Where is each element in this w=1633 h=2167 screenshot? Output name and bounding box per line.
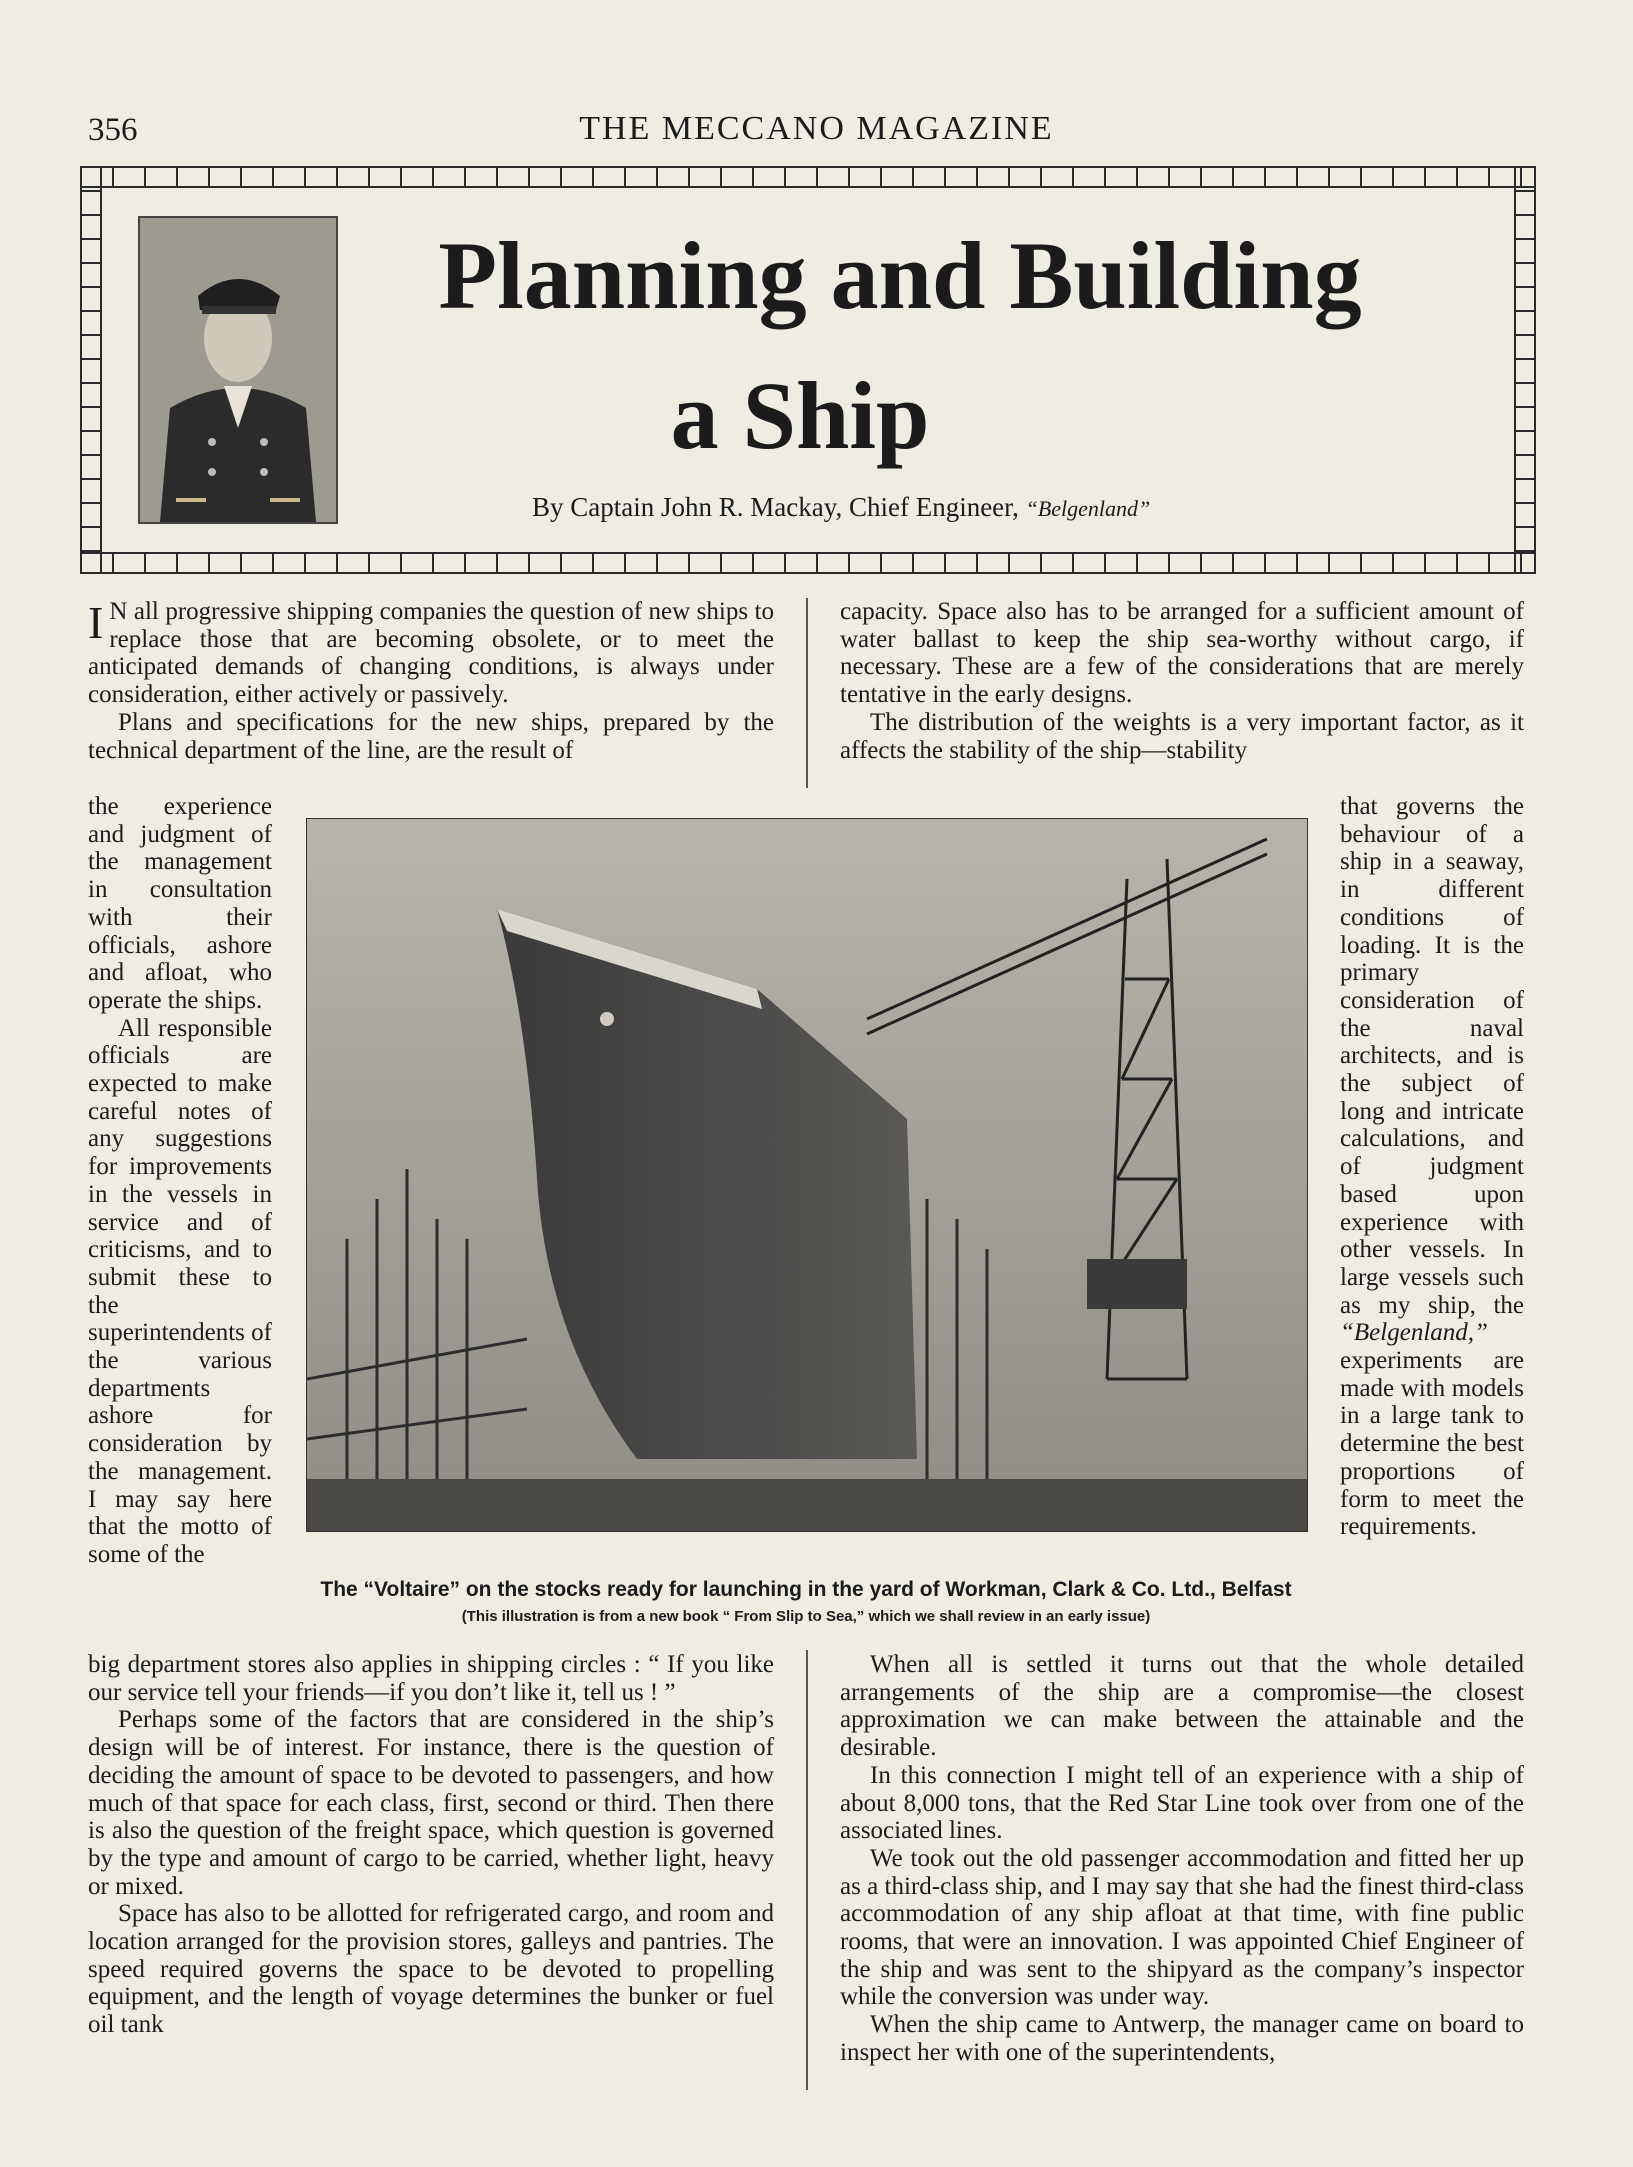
page-number: 356 [88,112,138,148]
left-column-narrow [88,793,272,1569]
paragraph: All responsible officials are expected to make careful notes of any suggestions for improvements in the vessels in service and of criticisms, and to submit these to the superintendents of the various departments ashore for consideration by the management. I may say here that the motto of some of the [88,1014,272,1568]
paragraph [1340,793,1524,1541]
left-column-bottom [88,1651,774,2039]
column-rule-top [806,598,808,788]
paragraph: We took out the old passenger accommodation and fitted her up as a third-class ship, and I may say that she had the finest third-class accommodation of any ship afloat at that time, with fine public rooms, that were an innovation. I was appointed Chief Engineer of the ship and was sent to the shipyard as the company’s inspector while the conversion was under way. [840,1844,1524,2011]
right-column-bottom [840,1651,1524,2067]
paragraph-text: N all progressive shipping companies the question of new ships to replace those that are becoming obsolete, or to meet the anticipated demands of changing conditions, is always under consideration, either actively or passively. [88,598,774,709]
article-title-line-1: Planning and Building [438,222,1362,329]
right-column-top [840,598,1524,764]
running-head: THE MECCANO MAGAZINE [579,110,1054,147]
byline-text: By Captain John R. Mackay, Chief Engineer, [532,492,1026,522]
decorative-border-left [80,166,102,574]
paragraph-text: that governs the behaviour of a ship in a seaway, in different conditions of loading. It is the primary consideration of the naval architects, and is the subject of long and intricate calculations, and of judgment based upon experience with other vessels. In large vessels such as my ship, the [1340,793,1524,1319]
ship-name: “Belgenland,” [1340,1319,1488,1347]
left-column-top [88,598,774,764]
paragraph: In this connection I might tell of an experience with a ship of about 8,000 tons, that the Red Star Line took over from one of the associated lines. [840,1761,1524,1845]
decorative-border-top [80,166,1536,188]
paragraph: big department stores also applies in shipping circles : “ If you like our service tell your friends—if you don’t like it, tell us ! ” [88,1651,774,1706]
decorative-border-right [1514,166,1536,574]
byline [532,492,1150,523]
ship-photograph [306,818,1308,1532]
article-title-line-2: a Ship [670,362,930,469]
paragraph: capacity. Space also has to be arranged for a sufficient amount of water ballast to keep the ship sea-worthy without cargo, if necessary. These are a few of the considerations that are merely tentative in the early designs. [840,598,1524,709]
paragraph: The distribution of the weights is a very important factor, as it affects the stability of the ship—stability [840,708,1524,764]
right-column-narrow [1340,793,1524,1541]
figure-caption: The “Voltaire” on the stocks ready for launching in the yard of Workman, Clark & Co. Ltd., Belfast [320,1578,1292,1601]
paragraph [88,598,774,709]
paragraph: the experience and judgment of the management in consultation with their officials, ashore and afloat, who operate the ships. [88,793,272,1014]
decorative-border-bottom [80,552,1536,574]
paragraph: Space has also to be allotted for refrigerated cargo, and room and location arranged for the provision stores, galleys and pantries. The speed required governs the space to be devoted to propelling equipment, and the length of voyage determines the bunker or fuel oil tank [88,1900,774,2039]
paragraph: Perhaps some of the factors that are considered in the ship’s design will be of interest. For instance, there is the question of deciding the amount of space to be devoted to passengers, and how much of that space for each class, first, second or third. Then there is also the question of the freight space, which question is governed by the type and amount of cargo to be carried, whether light, heavy or mixed. [88,1706,774,1900]
drop-cap: I [88,597,104,648]
paragraph: Plans and specifications for the new ships, prepared by the technical department of the line, are the result of [88,708,774,764]
byline-ship-name: “Belgenland” [1025,496,1151,521]
paragraph: When the ship came to Antwerp, the manager came on board to inspect her with one of the superintendents, [840,2011,1524,2066]
figure-caption-note: (This illustration is from a new book “ From Slip to Sea,” which we shall review in an early issue) [461,1608,1151,1625]
paragraph-text: experiments are made with models in a large tank to determine the best proportions of form to meet the requirements. [1340,1347,1524,1541]
column-rule-bottom [806,1650,808,2090]
paragraph: When all is settled it turns out that the whole detailed arrangements of the ship are a compromise—the closest approximation we can make between the attainable and the desirable. [840,1651,1524,1762]
